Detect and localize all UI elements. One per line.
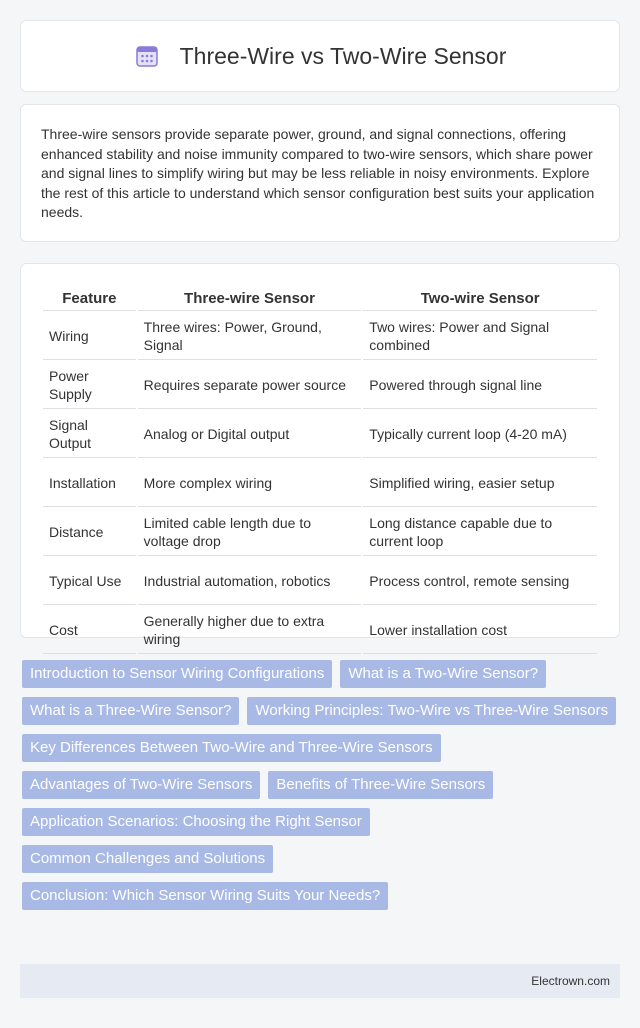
table-cell-feature: Wiring [43,313,136,360]
table-cell-feature: Cost [43,607,136,654]
table-cell-three-wire: Requires separate power source [138,362,362,409]
table-cell-three-wire: Analog or Digital output [138,411,362,458]
table-cell-three-wire: Limited cable length due to voltage drop [138,509,362,556]
link-application-scenarios[interactable]: Application Scenarios: Choosing the Right Sensor [22,808,370,836]
table-header-row [43,288,597,311]
table-cell-two-wire: Lower installation cost [363,607,597,654]
table-cell-two-wire: Long distance capable due to current loop [363,509,597,556]
comparison-table-card [20,263,620,647]
table-cell-two-wire: Typically current loop (4-20 mA) [363,411,597,458]
link-three-wire-sensor[interactable]: What is a Three-Wire Sensor? [22,697,239,725]
intro-card [20,104,620,242]
intro-paragraph: Three-wire sensors provide separate power, ground, and signal connections, offering enhanced stability and noise immunity compared to two-wire sensors, which share power and signal lines to simplify wiring but may be less reliable in noisy environments. Explore the rest of this article to understand which sensor configuration best suits your application needs. [41,126,595,221]
link-working-principles[interactable]: Working Principles: Two-Wire vs Three-Wire Sensors [247,697,616,725]
table-cell-feature: Installation [43,460,136,507]
link-two-wire-sensor[interactable]: What is a Two-Wire Sensor? [340,660,546,688]
link-common-challenges[interactable]: Common Challenges and Solutions [22,845,273,873]
column-header-feature: Feature [43,288,136,311]
table-row [43,460,597,507]
table-cell-three-wire: More complex wiring [138,460,362,507]
table-row [43,411,597,458]
table-cell-feature: Power Supply [43,362,136,409]
table-cell-three-wire: Generally higher due to extra wiring [138,607,362,654]
table-cell-three-wire: Three wires: Power, Ground, Signal [138,313,362,360]
comparison-table [41,286,599,656]
link-advantages-two-wire[interactable]: Advantages of Two-Wire Sensors [22,771,260,799]
table-cell-two-wire: Two wires: Power and Signal combined [363,313,597,360]
footer-site-name: Electrown.com [531,974,610,988]
table-row [43,362,597,409]
table-cell-feature: Distance [43,509,136,556]
table-row [43,509,597,556]
page-title: Three-Wire vs Two-Wire Sensor [179,42,507,69]
table-row [43,558,597,605]
table-cell-three-wire: Industrial automation, robotics [138,558,362,605]
table-cell-two-wire: Simplified wiring, easier setup [363,460,597,507]
footer [20,964,620,998]
table-cell-feature: Typical Use [43,558,136,605]
link-benefits-three-wire[interactable]: Benefits of Three-Wire Sensors [268,771,493,799]
section-links [22,660,622,910]
table-row [43,607,597,654]
column-header-three-wire: Three-wire Sensor [138,288,362,311]
table-cell-feature: Signal Output [43,411,136,458]
link-conclusion[interactable]: Conclusion: Which Sensor Wiring Suits Your Needs? [22,882,388,910]
link-introduction[interactable]: Introduction to Sensor Wiring Configurations [22,660,332,688]
column-header-two-wire: Two-wire Sensor [363,288,597,311]
table-cell-two-wire: Powered through signal line [363,362,597,409]
calendar-icon [134,43,160,69]
title-card [20,20,620,92]
table-cell-two-wire: Process control, remote sensing [363,558,597,605]
link-key-differences[interactable]: Key Differences Between Two-Wire and Three-Wire Sensors [22,734,441,762]
table-row [43,313,597,360]
